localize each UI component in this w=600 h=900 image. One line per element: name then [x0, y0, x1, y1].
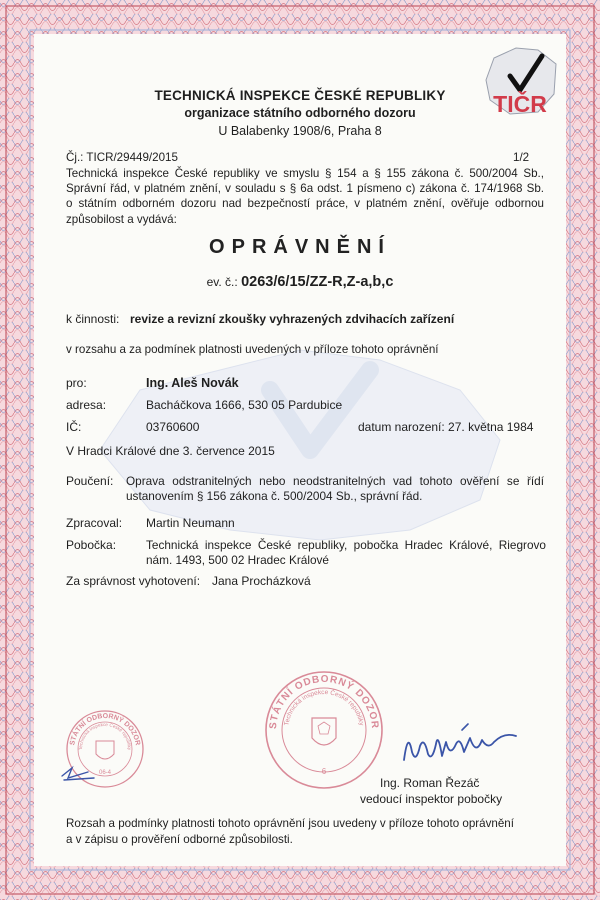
handwritten-signature: [398, 722, 528, 776]
branch-line: nám. 1493, 500 02 Hradec Králové: [146, 553, 329, 568]
page-number: 1/2: [513, 151, 530, 164]
intro-line: způsobilost a vydává:: [66, 212, 177, 226]
small-stamp-ring-text: STÁTNÍ ODBORNÝ DOZOR: [69, 712, 141, 746]
org-name: TECHNICKÁ INSPEKCE ČESKÉ REPUBLIKY: [154, 88, 446, 103]
branch-label: Pobočka:: [66, 538, 117, 552]
intro-paragraph: [66, 166, 544, 227]
scope-text: v rozsahu a za podmínek platnosti uvedených v příloze tohoto oprávnění: [66, 343, 439, 356]
small-stamp-inner-text: Technická inspekce České republiky: [77, 721, 133, 751]
org-type: organizace státního odborného dozoru: [184, 106, 416, 120]
correctness-value: Jana Procházková: [212, 574, 311, 588]
ev-label: ev. č.:: [206, 275, 238, 289]
notice-line: Oprava odstranitelných nebo neodstranitelných vad tohoto ověření se řídí: [126, 474, 544, 488]
activity-label: k činnosti:: [66, 312, 120, 326]
footer-line: a v zápisu o prověření odborné způsobilosti.: [66, 833, 293, 846]
place-date: V Hradci Králové dne 3. července 2015: [66, 444, 275, 458]
footer-line: Rozsah a podmínky platnosti tohoto oprávnění jsou uvedeny v příloze tohoto oprávnění: [66, 817, 514, 830]
correctness-label: Za správnost vyhotovení:: [66, 574, 201, 588]
intro-line: Technická inspekce České republiky ve smyslu § 154 a § 155 zákona č. 500/2004 Sb.,: [66, 167, 544, 180]
branch-text: [146, 538, 546, 568]
holder-label: pro:: [66, 376, 87, 390]
notice-text: [126, 474, 544, 504]
intro-line: Správní řád, v platném znění, v souladu s § 6a odst. 1 písmeno c) zákona č. 174/1968 Sb.: [66, 182, 544, 196]
stamp-number: 6: [321, 767, 327, 776]
document-title: OPRÁVNĚNÍ: [209, 236, 391, 258]
date-of-birth: datum narození: 27. května 1984: [358, 420, 534, 434]
small-stamp-number: 06-4: [98, 770, 112, 776]
holder-name: Ing. Aleš Novák: [146, 376, 239, 390]
branch-line: Technická inspekce České republiky, pobočka Hradec Králové, Riegrovo: [146, 538, 546, 552]
activity-value: revize a revizní zkoušky vyhrazených zdvihacích zařízení: [130, 312, 455, 326]
signatory-role: vedoucí inspektor pobočky: [360, 792, 503, 806]
notice-label: Poučení:: [66, 474, 114, 488]
processed-label: Zpracoval:: [66, 516, 123, 530]
notice-line: ustanovením § 156 zákona č. 500/2004 Sb., správní řád.: [126, 489, 423, 504]
address-label: adresa:: [66, 398, 107, 412]
ic-label: IČ:: [66, 420, 82, 434]
ev-value: 0263/6/15/ZZ-R,Z-a,b,c: [241, 274, 394, 290]
org-address: U Balabenky 1908/6, Praha 8: [218, 124, 382, 138]
initials-scribble: [58, 758, 98, 782]
signatory-name: Ing. Roman Řezáč: [380, 776, 480, 790]
ic-value: 03760600: [146, 420, 200, 434]
address-value: Bacháčkova 1666, 530 05 Pardubice: [146, 398, 343, 412]
stamp-inner-text: Technická inspekce České republiky: [283, 688, 365, 727]
reference-number: Čj.: TICR/29449/2015: [66, 151, 178, 164]
stamp-ring-text: STÁTNÍ ODBORNÝ DOZOR: [267, 673, 381, 730]
processed-value: Martin Neumann: [146, 516, 235, 530]
logo-text: TIČR: [493, 91, 547, 117]
intro-line: o státním odborném dozoru nad bezpečností práce, v platném znění, ověřuje odbornou: [66, 197, 544, 211]
official-stamp-large: [262, 668, 386, 792]
evidence-number: [0, 274, 600, 290]
